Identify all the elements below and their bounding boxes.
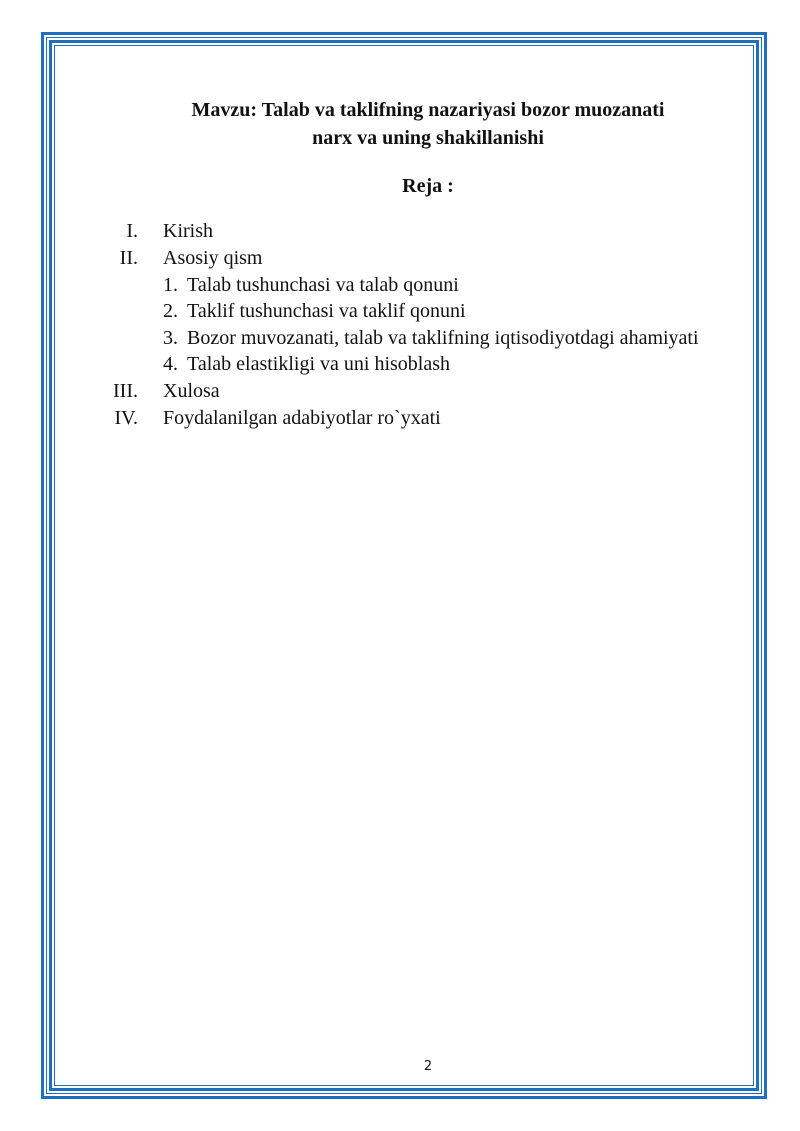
plan-heading: Reja : (402, 175, 454, 197)
roman-numeral: IV. (114, 407, 138, 429)
topic-title-line-2: narx va uning shakillanishi (312, 127, 544, 149)
subitem-number: 3. (163, 327, 178, 349)
page-border-innermost (54, 45, 754, 1086)
subitem-number: 2. (163, 300, 178, 322)
page-number: 2 (423, 1059, 433, 1074)
plan-item-text: Kirish (163, 220, 213, 242)
subitem-text: Talab tushunchasi va talab qonuni (187, 274, 459, 296)
roman-numeral: I. (126, 220, 138, 242)
subitem-number: 1. (163, 274, 178, 296)
plan-item-text: Foydalanilgan adabiyotlar ro`yxati (163, 407, 441, 429)
subitem-text: Bozor muvozanati, talab va taklifning iqtisodiyotdagi ahamiyati (187, 327, 699, 349)
subitem-text: Talab elastikligi va uni hisoblash (187, 353, 450, 375)
topic-title-line-1: Mavzu: Talab va taklifning nazariyasi bozor muozanati (191, 99, 665, 121)
plan-item-text: Asosiy qism (163, 247, 263, 269)
roman-numeral: III. (113, 380, 138, 402)
plan-item-text: Xulosa (163, 380, 220, 402)
roman-numeral: II. (119, 247, 138, 269)
subitem-number: 4. (163, 353, 178, 375)
subitem-text: Taklif tushunchasi va taklif qonuni (187, 300, 466, 322)
